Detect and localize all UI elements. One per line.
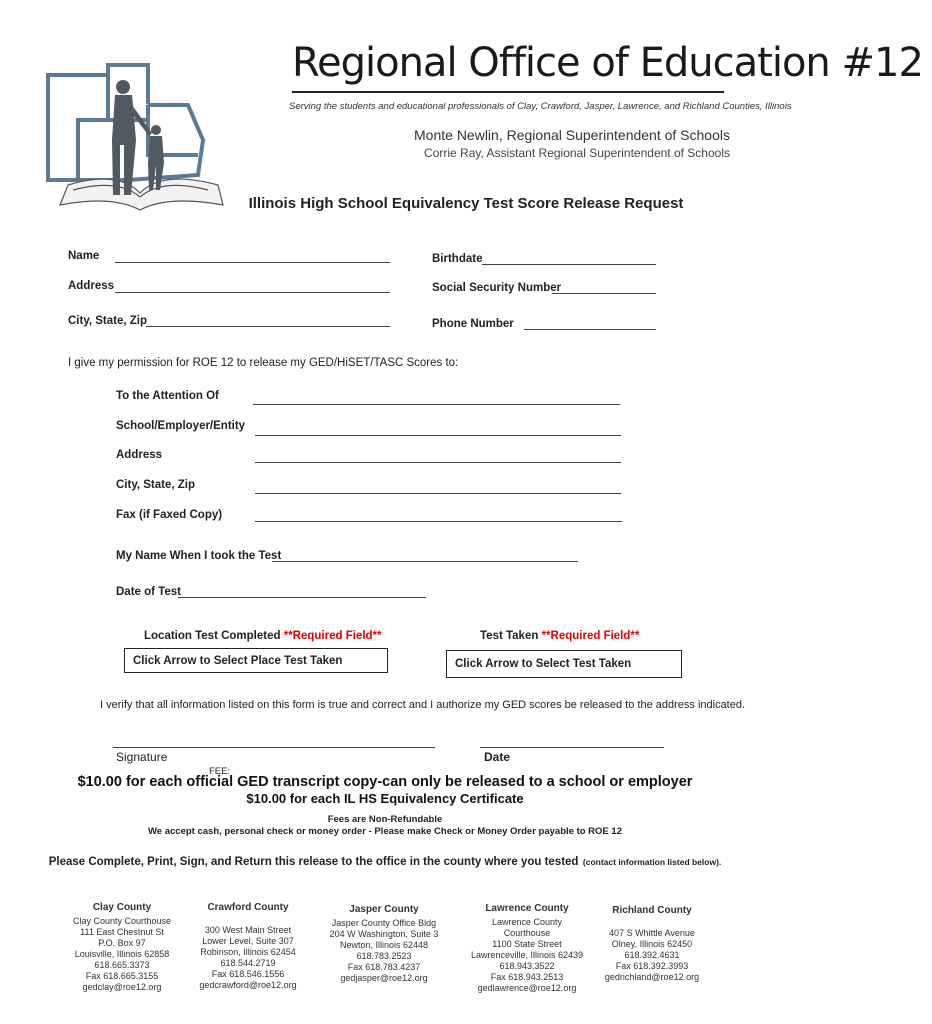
address-label: Address	[68, 280, 115, 292]
form-title: Illinois High School Equivalency Test Score Release Request	[248, 195, 684, 212]
fax-field[interactable]	[255, 521, 622, 522]
county-line: Fax 618.783.4237	[347, 962, 421, 972]
county-line: 204 W Washington, Suite 3	[329, 929, 439, 939]
test-date-label: Date of Test	[116, 586, 181, 598]
city-state-zip-field[interactable]	[146, 326, 390, 327]
permission-statement: I give my permission for ROE 12 to release my GED/HiSET/TASC Scores to:	[68, 357, 459, 369]
phone-label: Phone Number	[432, 318, 514, 330]
attention-label: To the Attention Of	[116, 390, 219, 402]
name-field[interactable]	[115, 262, 390, 263]
fax-label: Fax (if Faxed Copy)	[116, 509, 223, 521]
date-label: Date	[484, 750, 511, 764]
name-label: Name	[68, 250, 100, 262]
county-line: 407 S Whittle Avenue	[609, 928, 695, 938]
county-name: Clay County	[92, 902, 152, 913]
entity-label: School/Employer/Entity	[116, 420, 246, 432]
title-underline	[292, 91, 724, 93]
county-crawford	[188, 902, 308, 991]
signature-field[interactable]	[113, 747, 435, 748]
county-clay	[62, 902, 182, 993]
recipient-address-label: Address	[116, 449, 163, 461]
county-line: 111 East Chestnut St	[80, 927, 164, 937]
county-line: Lawrenceville, Illinois 62439	[470, 950, 584, 960]
return-instructions	[0, 852, 770, 870]
county-line: 618.392.4631	[624, 950, 680, 960]
county-email[interactable]: gedlawrence@roe12.org	[477, 983, 577, 993]
county-line: 618.943.3522	[499, 961, 555, 971]
birthdate-label: Birthdate	[432, 253, 483, 265]
address-field[interactable]	[115, 292, 390, 293]
non-refundable-note: Fees are Non-Refundable	[327, 814, 443, 825]
county-line: Lower Level, Suite 307	[202, 936, 294, 946]
signature-label: Signature	[116, 750, 168, 764]
superintendent-name: Monte Newlin, Regional Superintendent of Schools	[414, 127, 730, 143]
county-email[interactable]: gedclay@roe12.org	[82, 982, 162, 992]
county-line: 618.544.2719	[220, 958, 276, 968]
birthdate-field[interactable]	[482, 264, 656, 265]
office-tagline: Serving the students and educational professionals of Clay, Crawford, Jasper, Lawrence, and Richland Counties, Illinois	[289, 101, 792, 112]
county-line	[188, 916, 308, 925]
recipient-address-field[interactable]	[255, 462, 621, 463]
county-lawrence	[464, 903, 590, 994]
fee-transcript: $10.00 for each official GED transcript copy-can only be released to a school or employer	[77, 774, 693, 790]
roe-logo	[38, 45, 238, 215]
entity-field[interactable]	[255, 435, 621, 436]
county-line: Newton, Illinois 62448	[339, 940, 429, 950]
recipient-city-label: City, State, Zip	[116, 479, 196, 491]
verification-statement: I verify that all information listed on this form is true and correct and I authorize my GED scores be released to the address indicated.	[100, 699, 746, 711]
county-line: 618.783.2523	[356, 951, 412, 961]
location-label: Location Test Completed **Required Field**	[144, 630, 382, 642]
ssn-label: Social Security Number	[432, 282, 562, 294]
county-line	[594, 919, 710, 928]
location-select[interactable]: Click Arrow to Select Place Test Taken	[124, 648, 388, 673]
county-email[interactable]: gedrichland@roe12.org	[604, 972, 700, 982]
county-name: Lawrence County	[485, 903, 569, 914]
county-line: 1100 State Street	[492, 939, 562, 949]
county-line: Lawrence County	[491, 917, 563, 927]
county-jasper	[320, 904, 448, 984]
fee-label: FEE:	[209, 766, 231, 777]
county-line: 300 West Main Street	[204, 925, 292, 935]
fee-certificate: $10.00 for each IL HS Equivalency Certificate	[246, 791, 524, 806]
county-line: Clay County Courthouse	[72, 916, 172, 926]
county-line: Fax 618.943.2513	[490, 972, 564, 982]
instructions-text: Please Complete, Print, Sign, and Return this release to the office in the county where you tested	[48, 856, 579, 868]
county-richland	[594, 905, 710, 983]
county-line: Louisville, Illinois 62858	[74, 949, 170, 959]
attention-field[interactable]	[253, 404, 620, 405]
test-name-label: My Name When I took the Test	[116, 550, 282, 562]
city-state-zip-label: City, State, Zip	[68, 315, 148, 327]
county-line: Olney, Illinois 62450	[611, 939, 693, 949]
county-email[interactable]: gedcrawford@roe12.org	[199, 980, 297, 990]
county-line: Fax 618.392.3993	[615, 961, 689, 971]
date-field[interactable]	[480, 747, 664, 748]
county-line: 618.665.3373	[94, 960, 150, 970]
test-name-field[interactable]	[272, 561, 578, 562]
county-line: Courthouse	[503, 928, 551, 938]
county-email[interactable]: gedjasper@roe12.org	[340, 973, 428, 983]
county-name: Crawford County	[207, 902, 289, 913]
recipient-city-field[interactable]	[255, 493, 621, 494]
county-name: Jasper County	[349, 904, 419, 915]
county-line: Fax 618.665.3155	[85, 971, 159, 981]
location-required-note: **Required Field**	[283, 630, 382, 642]
county-line: Jasper County Office Bldg	[331, 918, 437, 928]
instructions-note: (contact information listed below).	[582, 857, 722, 867]
test-taken-label: Test Taken **Required Field**	[480, 630, 640, 642]
phone-field[interactable]	[524, 329, 656, 330]
test-taken-select[interactable]: Click Arrow to Select Test Taken	[446, 650, 682, 678]
payment-note: We accept cash, personal check or money order - Please make Check or Money Order payable to ROE 12	[148, 826, 622, 837]
office-title: Regional Office of Education #12	[292, 40, 923, 86]
assistant-superintendent-name: Corrie Ray, Assistant Regional Superintendent of Schools	[424, 146, 730, 160]
county-line: P.O. Box 97	[98, 938, 146, 948]
county-line: Fax 618.546.1556	[211, 969, 285, 979]
county-name: Richland County	[612, 905, 692, 916]
ssn-field[interactable]	[552, 293, 656, 294]
test-taken-required-note: **Required Field**	[541, 630, 640, 642]
test-date-field[interactable]	[178, 597, 426, 598]
county-line: Robinson, Illinois 62454	[200, 947, 296, 957]
